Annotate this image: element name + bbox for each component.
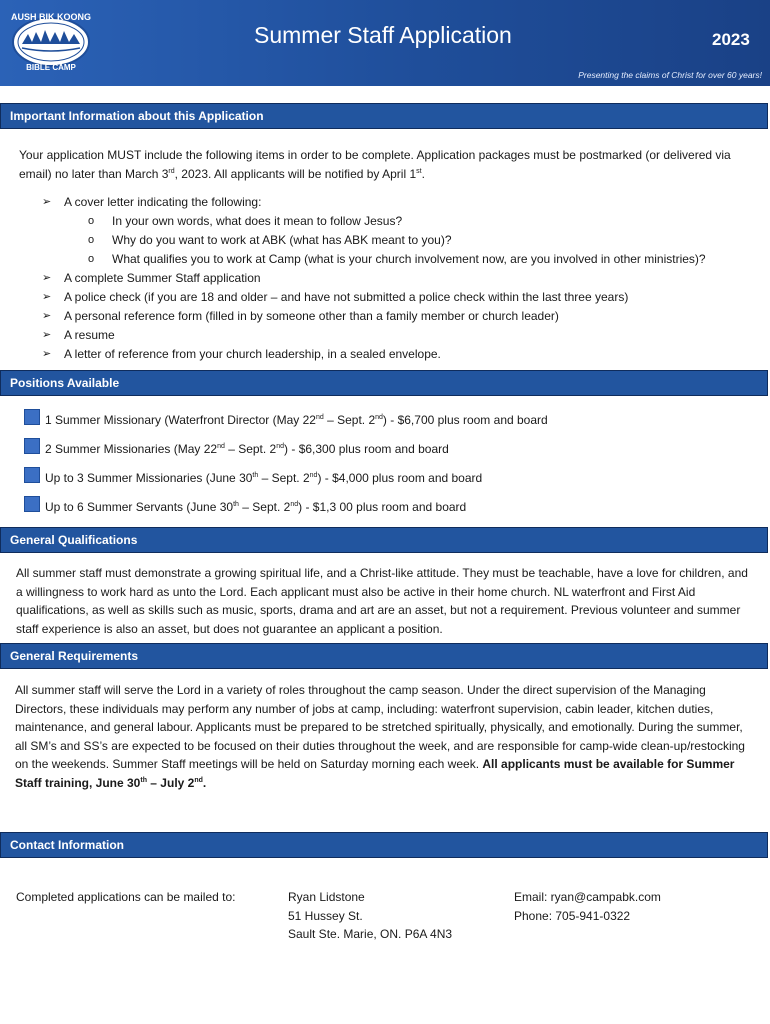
arrow-bullet-icon: ➢ bbox=[42, 196, 52, 208]
circle-bullet-icon: o bbox=[88, 253, 95, 265]
position-checkbox[interactable] bbox=[24, 467, 40, 483]
section-requirements-header: General Requirements bbox=[0, 643, 768, 669]
page-header bbox=[0, 0, 770, 86]
contact-city: Sault Ste. Marie, ON. P6A 4N3 bbox=[288, 927, 453, 941]
qualifications-text: All summer staff must demonstrate a growing spiritual life, and a Christ-like attitude. They must be teachable, have a love for children, and a willingness to work hard as unto the Lord. Each applicant must also be active in their home church. NL waterfront and First Aid qualifications, as well as skills such as music, sports, drama and art are an asset, but not a requirement. Previous volunteer and summer staff experience is also an asset, but does not guarantee an applicant a position. bbox=[16, 566, 748, 636]
arrow-bullet-icon: ➢ bbox=[42, 310, 52, 322]
list-item: ➢ A cover letter indicating the following: o In your own words, what does it mean to follow Jesus? o Why do you want to work at ABK (what has ABK meant to you)? o What qualifies you to work at Camp (what is your church involvement now, are you involved in other ministries)? bbox=[42, 193, 762, 269]
arrow-bullet-icon: ➢ bbox=[42, 291, 52, 303]
page-title: Summer Staff Application bbox=[254, 22, 512, 48]
contact-address bbox=[288, 888, 452, 944]
mail-label: Completed applications can be mailed to: bbox=[16, 890, 236, 904]
requirements-text: All summer staff will serve the Lord in a variety of roles throughout the camp season. Under the direct supervision of the Managing Directors, these individuals may perform any number of jobs at camp, including: waterfront supervision, cabin leader, kitchen duties, maintenance, and general labour. Applicants must be prepared to be stretched spiritually, physically, and emotionally. During the summer, all SM’s and SS’s are expected to be focused on their duties throughout the week, and are responsible for camp-wide clean-up/restocking on the weekends. Summer Staff meetings will be held on Saturday morning each week. All applicants must be available for Summer Staff training, June 30th – July 2nd. bbox=[15, 683, 745, 790]
arrow-bullet-icon: ➢ bbox=[42, 329, 52, 341]
list-item: ➢ A personal reference form (filled in by someone other than a family member or church leader) bbox=[42, 307, 762, 326]
contact-email[interactable]: Email: ryan@campabk.com bbox=[514, 890, 661, 904]
camp-logo bbox=[8, 8, 94, 72]
contact-phone: Phone: 705-941-0322 bbox=[514, 908, 631, 923]
position-checkbox[interactable] bbox=[24, 409, 40, 425]
list-item: ➢ A police check (if you are 18 and older – and have not submitted a police check within the last three years) bbox=[42, 288, 762, 307]
contact-name: Ryan Lidstone bbox=[288, 890, 365, 904]
arrow-bullet-icon: ➢ bbox=[42, 348, 52, 360]
position-checkbox[interactable] bbox=[24, 438, 40, 454]
contact-details bbox=[514, 888, 661, 925]
list-item: o In your own words, what does it mean to follow Jesus? bbox=[64, 212, 762, 231]
section-important-header: Important Information about this Application bbox=[0, 103, 768, 129]
list-item: ➢ A letter of reference from your church leadership, in a sealed envelope. bbox=[42, 345, 762, 364]
section-contact-header: Contact Information bbox=[0, 832, 768, 858]
section-qualifications-header: General Qualifications bbox=[0, 527, 768, 553]
circle-bullet-icon: o bbox=[88, 234, 95, 246]
list-item: ➢ A resume bbox=[42, 326, 762, 345]
logo-text-top: AUSH BIK KOONG bbox=[10, 12, 92, 22]
arrow-bullet-icon: ➢ bbox=[42, 272, 52, 284]
tagline: Presenting the claims of Christ for over 60 years! bbox=[578, 70, 762, 80]
contact-street: 51 Hussey St. bbox=[288, 908, 363, 923]
list-item: ➢ A complete Summer Staff application bbox=[42, 269, 762, 288]
list-item: o Why do you want to work at ABK (what has ABK meant to you)? bbox=[64, 231, 762, 250]
important-intro: Your application MUST include the following items in order to be complete. Application packages must be postmarked (or delivered via email) no later than March 3rd, 2023. All applicants will be notified by April 1st. bbox=[19, 148, 731, 181]
circle-bullet-icon: o bbox=[88, 215, 95, 227]
list-item: o What qualifies you to work at Camp (what is your church involvement now, are you involved in other ministries)? bbox=[64, 250, 762, 269]
requirements-list bbox=[42, 193, 762, 364]
section-positions-header: Positions Available bbox=[0, 370, 768, 396]
position-checkbox[interactable] bbox=[24, 496, 40, 512]
year-label: 2023 bbox=[712, 30, 750, 49]
logo-text-bottom: BIBLE CAMP bbox=[26, 63, 76, 72]
